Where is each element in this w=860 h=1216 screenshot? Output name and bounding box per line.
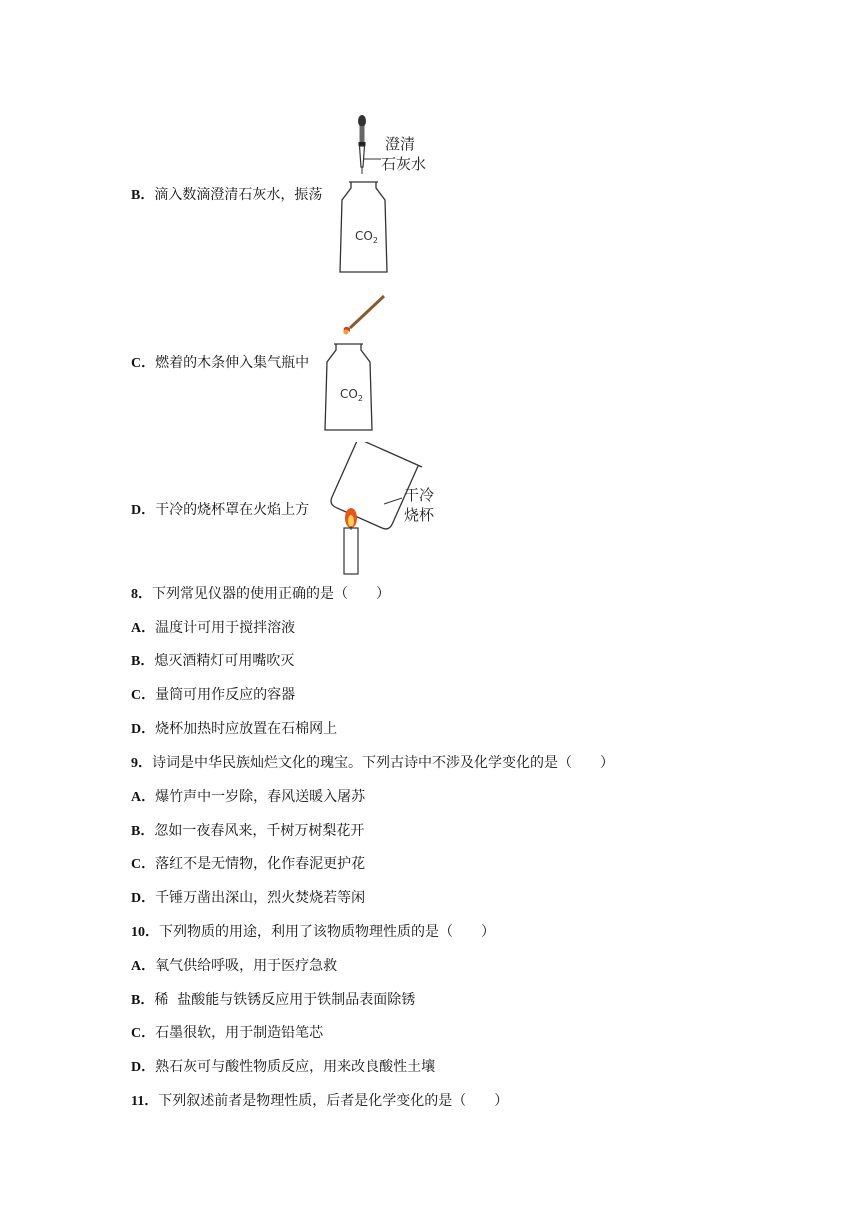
beaker-label-line2: 烧杯 bbox=[404, 506, 435, 524]
q9-option-d: D．千锤万凿出深山，烈火焚烧若等闲 bbox=[131, 890, 366, 906]
q8-option-b: B．熄灭酒精灯可用嘴吹灭 bbox=[131, 653, 295, 669]
q10-option-b: B．稀 盐酸能与铁锈反应用于铁制品表面除锈 bbox=[131, 992, 416, 1008]
q10-option-c: C．石墨很软，用于制造铅笔芯 bbox=[131, 1025, 324, 1041]
reagent-label-line2: 石灰水 bbox=[381, 155, 427, 173]
option-d-figure-text: D．干冷的烧杯罩在火焰上方 bbox=[131, 502, 310, 518]
reagent-label-line1: 澄清 bbox=[385, 135, 416, 153]
q9-option-c: C．落红不是无情物，化作春泥更护花 bbox=[131, 856, 366, 872]
q8-option-c: C．量筒可用作反应的容器 bbox=[131, 687, 296, 703]
svg-text:CO2 bbox=[340, 387, 363, 403]
beaker-over-candle-diagram bbox=[322, 442, 452, 577]
burning-splint-diagram bbox=[320, 292, 400, 434]
q8-option-d: D．烧杯加热时应放置在石棉网上 bbox=[131, 721, 338, 737]
q10-option-a: A．氧气供给呼吸，用于医疗急救 bbox=[131, 958, 338, 974]
question-9-stem: 9．诗词是中华民族灿烂文化的瑰宝。下列古诗中不涉及化学变化的是（ ） bbox=[131, 755, 614, 771]
option-b-figure-text: B．滴入数滴澄清石灰水，振荡 bbox=[131, 187, 323, 203]
bottle-label-co: CO bbox=[355, 229, 373, 243]
q8-option-a: A．温度计可用于搅拌溶液 bbox=[131, 620, 296, 636]
q10-option-d: D．熟石灰可与酸性物质反应，用来改良酸性土壤 bbox=[131, 1059, 436, 1075]
q9-option-b: B．忽如一夜春风来，千树万树梨花开 bbox=[131, 823, 365, 839]
question-8-stem: 8．下列常见仪器的使用正确的是（ ） bbox=[131, 586, 390, 602]
beaker-label-line1: 干冷 bbox=[404, 486, 435, 504]
bottle-label-co: CO bbox=[340, 387, 358, 401]
bottle-label-sub: 2 bbox=[357, 394, 363, 403]
question-11-stem: 11．下列叙述前者是物理性质，后者是化学变化的是（ ） bbox=[131, 1093, 509, 1109]
svg-text:CO2 bbox=[355, 229, 378, 245]
q9-option-a: A．爆竹声中一岁除，春风送暖入屠苏 bbox=[131, 789, 366, 805]
limewater-dropper-diagram bbox=[335, 112, 455, 274]
bottle-label-sub: 2 bbox=[372, 236, 378, 245]
option-c-figure-text: C．燃着的木条伸入集气瓶中 bbox=[131, 355, 310, 371]
question-10-stem: 10．下列物质的用途，利用了该物质物理性质的是（ ） bbox=[131, 924, 495, 940]
